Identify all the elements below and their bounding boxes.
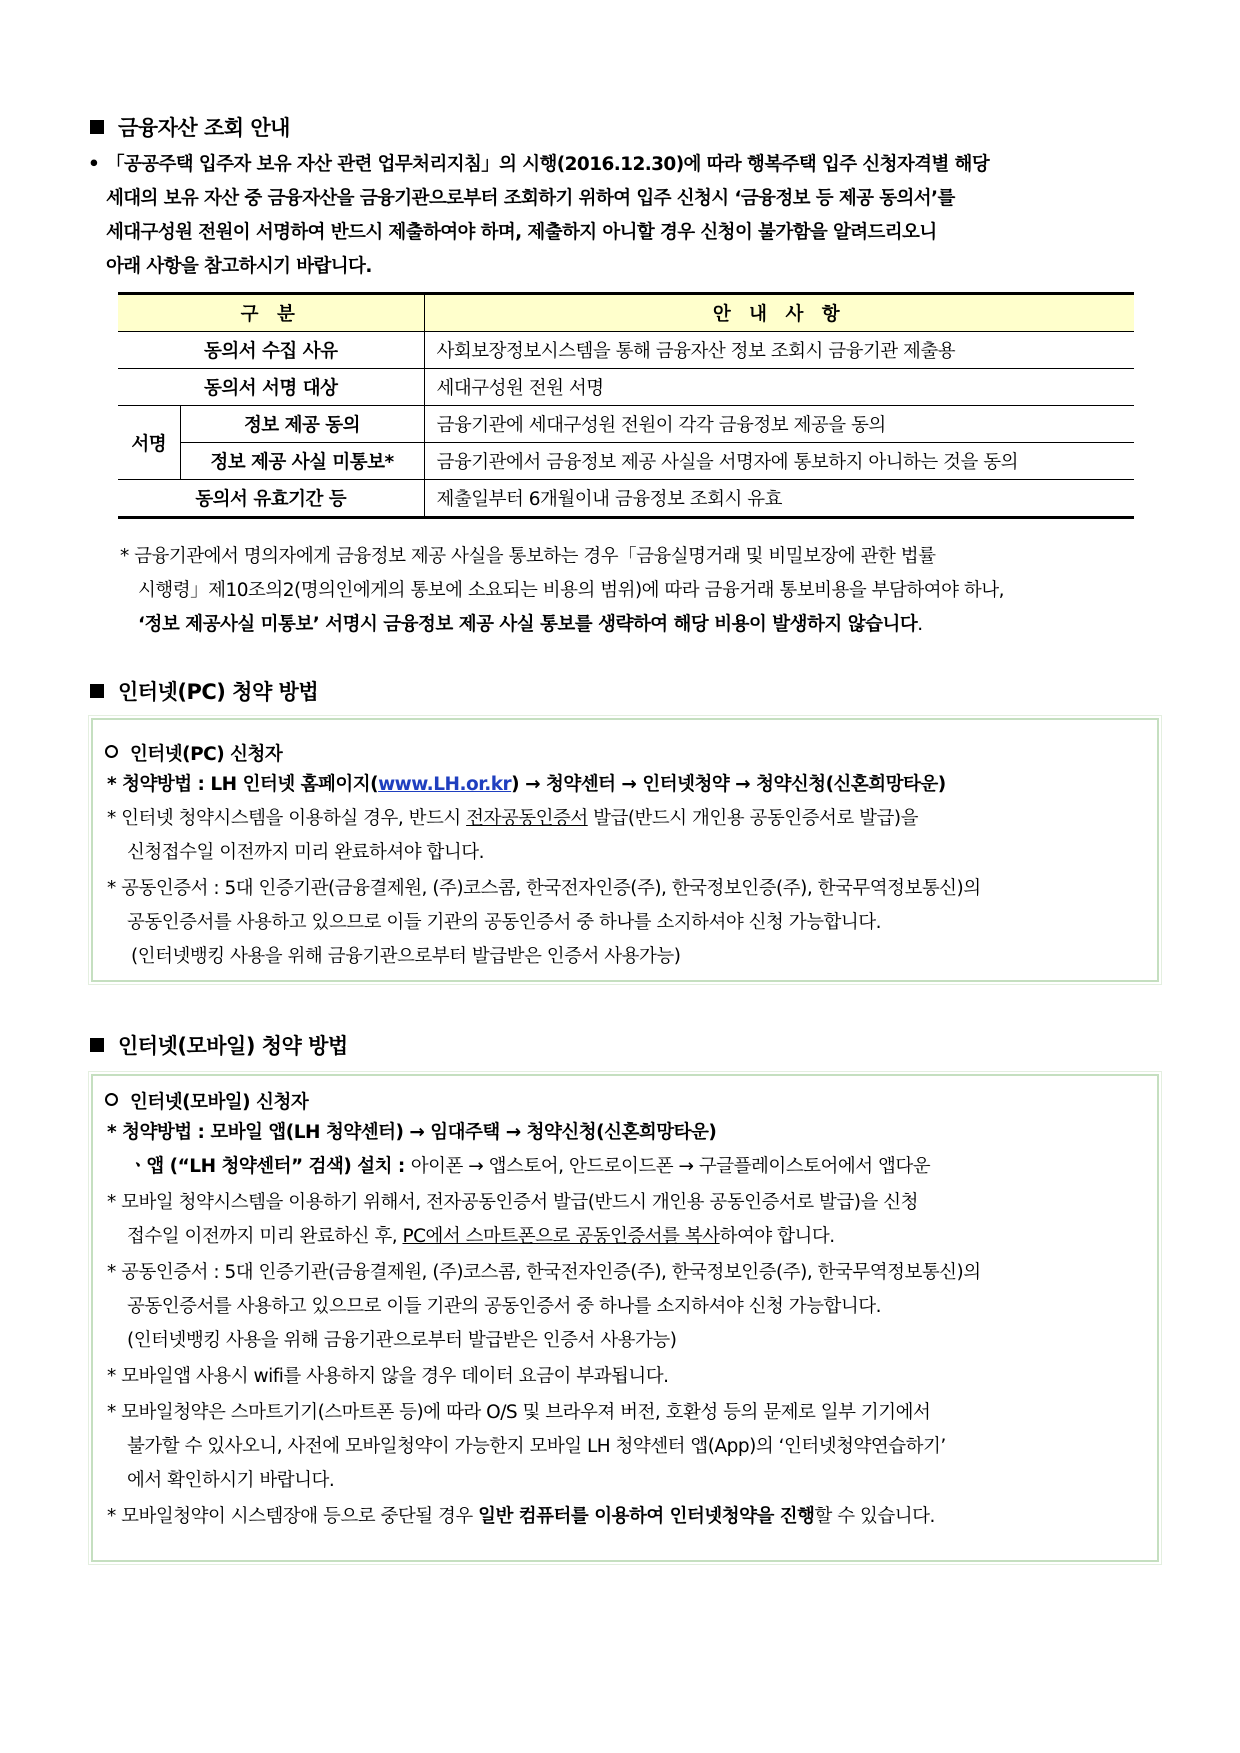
pc-institution-line: 공동인증서를 사용하고 있으므로 이들 기관의 공동인증서 중 하나를 소지하셔야 신청 가능합니다. xyxy=(127,912,882,933)
row-value: 금융기관에서 금융정보 제공 사실을 서명자에 통보하지 아니하는 것을 동의 xyxy=(424,443,1134,480)
mobile-institution-line: (인터넷뱅킹 사용을 위해 금융기관으로부터 발급받은 인증서 사용가능) xyxy=(127,1330,677,1351)
row-group-label: 서명 xyxy=(118,406,180,480)
intro-line: 아래 사항을 참고하시기 바랍니다. xyxy=(106,256,372,277)
intro-line: 세대의 보유 자산 중 금융자산을 금융기관으로부터 조회하기 위하여 입주 신청시 ‘금융정보 등 제공 동의서’를 xyxy=(106,188,955,209)
circle-bullet-icon xyxy=(105,745,118,758)
footnote xyxy=(120,540,1166,642)
mobile-cert-line: * 모바일 청약시스템을 이용하기 위해서, 전자공동인증서 발급(반드시 개인용 공동인증서로 발급)을 신청 xyxy=(107,1192,918,1213)
row-value: 제출일부터 6개월이내 금융정보 조회시 유효 xyxy=(424,480,1134,518)
table-row xyxy=(118,443,1134,480)
outage-note: * 모바일청약이 시스템장애 등으로 중단될 경우 일반 컴퓨터를 이용하여 인터넷청약을 진행할 수 있습니다. xyxy=(107,1506,935,1527)
bullet-icon: • xyxy=(88,154,100,175)
lh-website-link[interactable]: www.LH.or.kr xyxy=(378,774,512,795)
intro-line: 세대구성원 전원이 서명하여 반드시 제출하여야 하며, 제출하지 아니할 경우 신청이 불가함을 알려드리오니 xyxy=(106,222,937,243)
pc-institution-line: (인터넷뱅킹 사용을 위해 금융기관으로부터 발급받은 인증서 사용가능) xyxy=(131,946,681,967)
table-header: 구 분 xyxy=(118,294,424,332)
mobile-method-line: * 청약방법 : 모바일 앱(LH 청약센터) → 임대주택 → 청약신청(신혼희망타운) xyxy=(107,1122,717,1143)
intro-line: 「공공주택 입주자 보유 자산 관련 업무처리지침」의 시행(2016.12.30)에 따라 행복주택 입주 신청자격별 해당 xyxy=(106,154,990,175)
device-note-line: * 모바일청약은 스마트기기(스마트폰 등)에 따라 O/S 및 브라우져 버전, 호환성 등의 문제로 일부 기기에서 xyxy=(107,1402,931,1423)
footnote-line: ‘정보 제공사실 미통보’ 서명시 금융정보 제공 사실 통보를 생략하여 해당 비용이 발생하지 않습니다. xyxy=(138,614,923,635)
consent-info-table xyxy=(118,292,1134,519)
mobile-institution-line: * 공동인증서 : 5대 인증기관(금융결제원, (주)코스콤, 한국전자인증(주), 한국정보인증(주), 한국무역정보통신)의 xyxy=(107,1262,981,1283)
mobile-applicant-title: 인터넷(모바일) 신청자 xyxy=(105,1088,308,1114)
square-bullet-icon xyxy=(90,1038,104,1052)
pc-applicant-title: 인터넷(PC) 신청자 xyxy=(105,740,282,766)
mobile-institution-line: 공동인증서를 사용하고 있으므로 이들 기관의 공동인증서 중 하나를 소지하셔야 신청 가능합니다. xyxy=(127,1296,882,1317)
square-bullet-icon xyxy=(90,684,104,698)
row-value: 금융기관에 세대구성원 전원이 각각 금융정보 제공을 동의 xyxy=(424,406,1134,443)
table-row xyxy=(118,369,1134,406)
table-header: 안 내 사 항 xyxy=(424,294,1134,332)
pc-institution-line: * 공동인증서 : 5대 인증기관(금융결제원, (주)코스콤, 한국전자인증(주), 한국정보인증(주), 한국무역정보통신)의 xyxy=(107,878,981,899)
pc-method-line: * 청약방법 : LH 인터넷 홈페이지(www.LH.or.kr) → 청약센터 → 인터넷청약 → 청약신청(신혼희망타운) xyxy=(107,774,946,795)
row-label: 동의서 유효기간 등 xyxy=(118,480,424,518)
footnote-line: * 금융기관에서 명의자에게 금융정보 제공 사실을 통보하는 경우「금융실명거래 및 비밀보장에 관한 법률 xyxy=(120,546,936,567)
row-label: 정보 제공 사실 미통보* xyxy=(180,443,424,480)
section-heading-financial-assets: 금융자산 조회 안내 xyxy=(90,112,290,142)
app-install-line: ㆍ앱 (“LH 청약센터” 검색) 설치 : 아이폰 → 앱스토어, 안드로이드폰 → 구글플레이스토어에서 앱다운 xyxy=(129,1156,931,1177)
wifi-note: * 모바일앱 사용시 wifi를 사용하지 않을 경우 데이터 요금이 부과됩니다. xyxy=(107,1366,669,1387)
mobile-cert-line: 접수일 이전까지 미리 완료하신 후, PC에서 스마트폰으로 공동인증서를 복사하여야 합니다. xyxy=(127,1226,835,1247)
row-value: 세대구성원 전원 서명 xyxy=(424,369,1134,406)
square-bullet-icon xyxy=(90,120,104,134)
table-header-row xyxy=(118,294,1134,332)
section-heading-pc-application: 인터넷(PC) 청약 방법 xyxy=(90,676,318,706)
table-row xyxy=(118,332,1134,369)
table-row xyxy=(118,480,1134,518)
table-row xyxy=(118,406,1134,443)
mobile-application-box xyxy=(91,1074,1159,1562)
device-note-line: 에서 확인하시기 바랍니다. xyxy=(127,1470,335,1491)
pc-application-box xyxy=(91,718,1159,982)
row-label: 동의서 서명 대상 xyxy=(118,369,424,406)
section-heading-mobile-application: 인터넷(모바일) 청약 방법 xyxy=(90,1030,348,1060)
pc-cert-line: * 인터넷 청약시스템을 이용하실 경우, 반드시 전자공동인증서 발급(반드시 개인용 공동인증서로 발급)을 xyxy=(107,808,918,829)
circle-bullet-icon xyxy=(105,1093,118,1106)
row-value: 사회보장정보시스템을 통해 금융자산 정보 조회시 금융기관 제출용 xyxy=(424,332,1134,369)
pc-cert-line: 신청접수일 이전까지 미리 완료하셔야 합니다. xyxy=(127,842,484,863)
row-label: 정보 제공 동의 xyxy=(180,406,424,443)
row-label: 동의서 수집 사유 xyxy=(118,332,424,369)
device-note-line: 불가할 수 있사오니, 사전에 모바일청약이 가능한지 모바일 LH 청약센터 앱(App)의 ‘인터넷청약연습하기’ xyxy=(127,1436,946,1457)
footnote-line: 시행령」제10조의2(명의인에게의 통보에 소요되는 비용의 범위)에 따라 금융거래 통보비용을 부담하여야 하나, xyxy=(138,580,1005,601)
